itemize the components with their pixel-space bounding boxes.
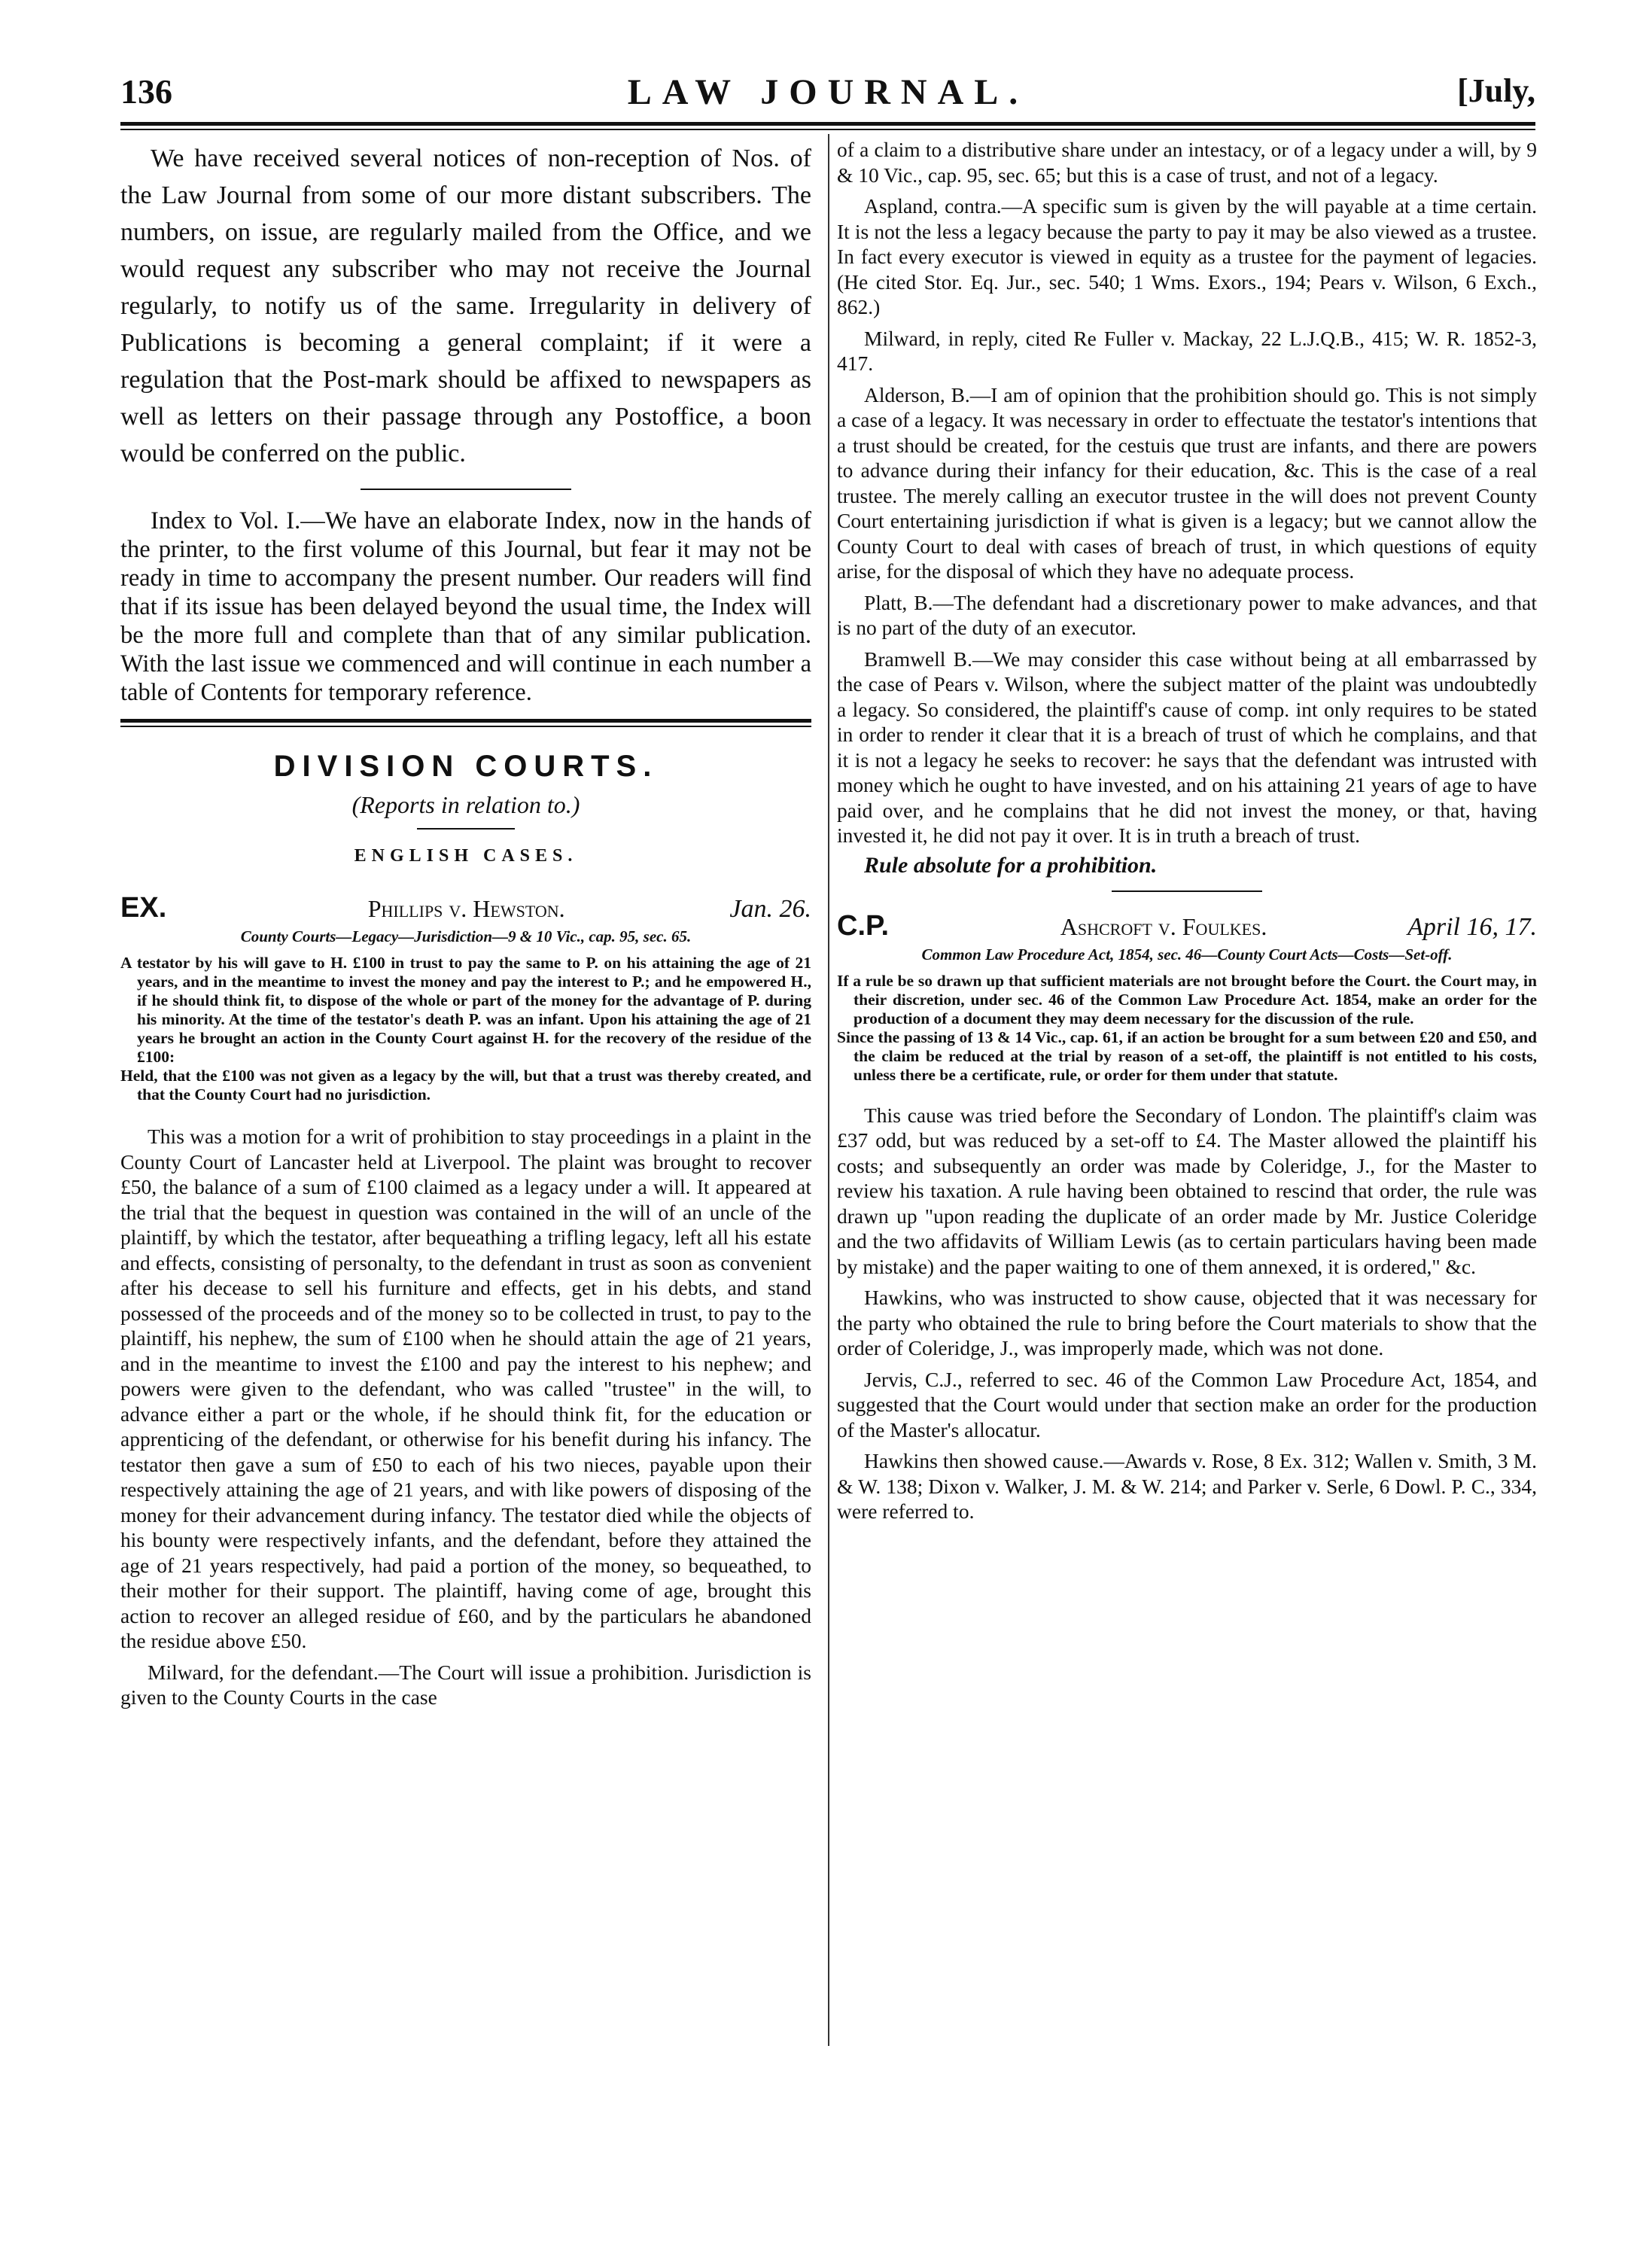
argument-continued: of a claim to a distributive share under an intestacy, or of a legacy under a will, by 9 & 10 Vic., cap. 95, sec. 65; but this is a case of trust, and not of a legacy. <box>837 138 1537 187</box>
argument-reply: Milward, in reply, cited Re Fuller v. Mackay, 22 L.J.Q.B., 415; W. R. 1852-3, 417. <box>837 326 1537 375</box>
page-number: 136 <box>120 72 172 111</box>
section-rule-thick <box>120 719 811 723</box>
case2-body-1: This cause was tried before the Secondary of London. The plaintiff's claim was £37 odd, but was reduced by a set-off to £4. The Master allowed the plaintiff his costs; and subsequently an order was made by Coleridge, J., for the Master to review his taxation. A rule having been obtained to rescind that order, the rule was drawn up "upon reading the duplicate of an order made by Mr. Justice Coleridge and the two affidavits of William Lewis (as to certain particulars having been made by mistake) and the paper waiting to one of them annexed, it is ordered," &c. <box>837 1103 1537 1278</box>
headnote-held: Held, that the £100 was not given as a legacy by the will, but that a trust was thereby created, and that the County Court had no jurisdiction. <box>120 1067 811 1104</box>
case2-body-3: Jervis, C.J., referred to sec. 46 of the Common Law Procedure Act, 1854, and suggested that the Court would under that section make an order for the production of the Master's allocatur. <box>837 1367 1537 1441</box>
issue-month: [July, <box>1457 72 1535 109</box>
notice-index: Index to Vol. I.—We have an elaborate Index, now in the hands of the printer, to the first volume of this Journal, but fear it may not be ready in time to accompany the present number. Our readers will find that if its issue has been delayed beyond the usual time, the Index will be the more full and complete than that of any similar publication. With the last issue we commenced and will continue in each number a table of Contents for temporary reference. <box>120 507 811 706</box>
right-column <box>837 137 1537 2064</box>
case-divider <box>1112 890 1262 892</box>
headnote-text: A testator by his will gave to H. £100 in trust to pay the same to P. on his attaining the age of 21 years, and in the meantime to invest the money and pay the interest to P.; and he empowered H., if he should think fit, to dispose of the whole or part of the money for the advantage of P. during his minority. At the time of the testator's death P. was an infant. Upon his attaining the age of 21 years he brought an action in the County Court against H. for the recovery of the residue of the £100: <box>120 954 811 1066</box>
journal-title: LAW JOURNAL. <box>627 72 1029 112</box>
case-header <box>120 892 811 924</box>
case2-name: Ashcroft v. Foulkes. <box>1060 912 1267 940</box>
header-rule-thin <box>120 129 1535 130</box>
left-column <box>120 137 811 2064</box>
case-date: Jan. 26. <box>729 895 811 923</box>
case2-header <box>837 910 1537 942</box>
case2-headnote-2: Since the passing of 13 & 14 Vic., cap. 61, if an action be brought for a sum between £20 and £50, and the claim be reduced at the trial by reason of a set-off, the plaintiff is not entitled to his costs, unless there be a certificate, rule, or order for them under that statute. <box>837 1027 1537 1084</box>
column-divider <box>828 134 829 2046</box>
judgment-platt: Platt, B.—The defendant had a discretionary power to make advances, and that is no part of the duty of an executor. <box>837 590 1537 639</box>
headnote-title: County Courts—Legacy—Jurisdiction—9 & 10 Vic., cap. 95, sec. 65. <box>240 927 692 945</box>
case2-body-2: Hawkins, who was instructed to show cause, objected that it was necessary for the party who obtained the rule to bring before the Court materials to show that the order of Coleridge, J., was improperly made, which was not done. <box>837 1286 1537 1359</box>
judgment-bramwell: Bramwell B.—We may consider this case without being at all embarrassed by the case of Pears v. Wilson, where the subject matter of the plaint was undoubtedly a legacy. So considered, the plaintiff's cause of comp. int only requires to be stated in order to render it clear that it is a breach of trust of which he complains, and that it is not a legacy he seeks to recover: he says that the defendant was intrusted with money which he ought to have invested, and on his attaining 21 years of age to have paid over, and he complains that he did not invest the money, or that, having invested it, he did not pay it over. It is in truth a breach of trust. <box>837 647 1537 847</box>
page-header <box>120 72 1535 117</box>
case2-body-4: Hawkins then showed cause.—Awards v. Rose, 8 Ex. 312; Wallen v. Smith, 3 M. & W. 138; Dixon v. Walker, J. M. & W. 214; and Parker v. Serle, 6 Dowl. P. C., 334, were referred to. <box>837 1449 1537 1523</box>
notice-divider <box>361 489 571 490</box>
subtitle-rule <box>417 828 515 830</box>
case-result: Rule absolute for a prohibition. <box>864 852 1158 878</box>
subsection-title: ENGLISH CASES. <box>354 846 578 866</box>
argument-aspland: Aspland, contra.—A specific sum is given by the will payable at a time certain. It is not the less a legacy because the party to pay it may be also viewed as a trustee. In fact every executor is viewed in equity as a trustee for the payment of legacies. (He cited Stor. Eq. Jur., sec. 540; 1 Wms. Exors., 194; Pears v. Wilson, 6 Exch., 862.) <box>837 194 1537 318</box>
case-court: EX. <box>120 892 167 924</box>
case-body: This was a motion for a writ of prohibition to stay proceedings in a plaint in the County Court of Lancaster held at Liverpool. The plaint was brought to recover £50, the balance of a sum of £100 claimed as a legacy under a will. It appeared at the trial that the bequest in question was contained in the will of an uncle of the plaintiff, by which the testator, after bequeathing a trifling legacy, left all his estate and effects, consisting of personalty, to the defendant in trust as soon as convenient after his decease to sell his furniture and effects, get in his debts, and stand possessed of the proceeds and of the money so to be collected in trust, to pay to the plaintiff, his nephew, the sum of £100 when he should attain the age of 21 years, and in the meantime to invest the £100 and pay the interest to his nephew; and powers were given to the defendant, who was called "trustee" in the will, to advance either a part or the whole, if he should think fit, for the education or apprenticing of the defendant, or otherwise for his benefit during his infancy. The testator then gave a sum of £50 to each of his two nieces, payable upon their respectively attaining the age of 21 years, and with like powers of disposing of the money for their advancement during infancy. The testator died while the objects of his bounty were respectively infants, and the defendant, before they attained the age of 21 years respectively, had paid a portion of the money, so bequeathed, to their mother for their support. The plaintiff, having come of age, brought this action to recover an alleged residue of £60, and by the particulars he abandoned the residue above £50. <box>120 1125 811 1652</box>
header-rule <box>120 122 1535 126</box>
case2-court: C.P. <box>837 909 890 942</box>
section-rule-thin <box>120 726 811 727</box>
section-subtitle: (Reports in relation to.) <box>351 791 580 818</box>
case-name: Phillips v. Hewston. <box>367 895 565 922</box>
case2-headnote-1: If a rule be so drawn up that sufficient materials are not brought before the Court. the Court may, in their discretion, under sec. 46 of the Common Law Procedure Act. 1854, make an order for the production of a document they may deem necessary for the discussion of the rule. <box>837 971 1537 1027</box>
section-title: DIVISION COURTS. <box>273 750 659 783</box>
notice-non-reception: We have received several notices of non-reception of Nos. of the Law Journal from some of our more distant subscribers. The numbers, on issue, are regularly mailed from the Office, and we would request any subscriber who may not receive the Journal regularly, to notify us of the same. Irregularity in delivery of Publications is becoming a general complaint; if it were a regulation that the Post-mark should be affixed to newspapers as well as letters on their passage through any Postoffice, a boon would be conferred on the public. <box>120 145 811 467</box>
judgment-alderson: Alderson, B.—I am of opinion that the prohibition should go. This is not simply a case of a legacy. It was necessary in order to effectuate the testator's intentions that a trust should be created, for the cestuis que trust are infants, and there are powers to advance during their infancy for their education, &c. This is the case of a real trustee. The merely calling an executor trustee in the will does not prevent County Court entertaining jurisdiction if what is given is a legacy; but we cannot allow the County Court to deal with cases of breach of trust, in which questions of equity arise, for the disposal of which they have no adequate process. <box>837 382 1537 583</box>
case2-headnote-title: Common Law Procedure Act, 1854, sec. 46—County Court Acts—Costs—Set-off. <box>921 945 1453 964</box>
case-argument: Milward, for the defendant.—The Court will issue a prohibition. Jurisdiction is given to the County Courts in the case <box>120 1660 811 1709</box>
case2-date: April 16, 17. <box>1407 912 1537 941</box>
